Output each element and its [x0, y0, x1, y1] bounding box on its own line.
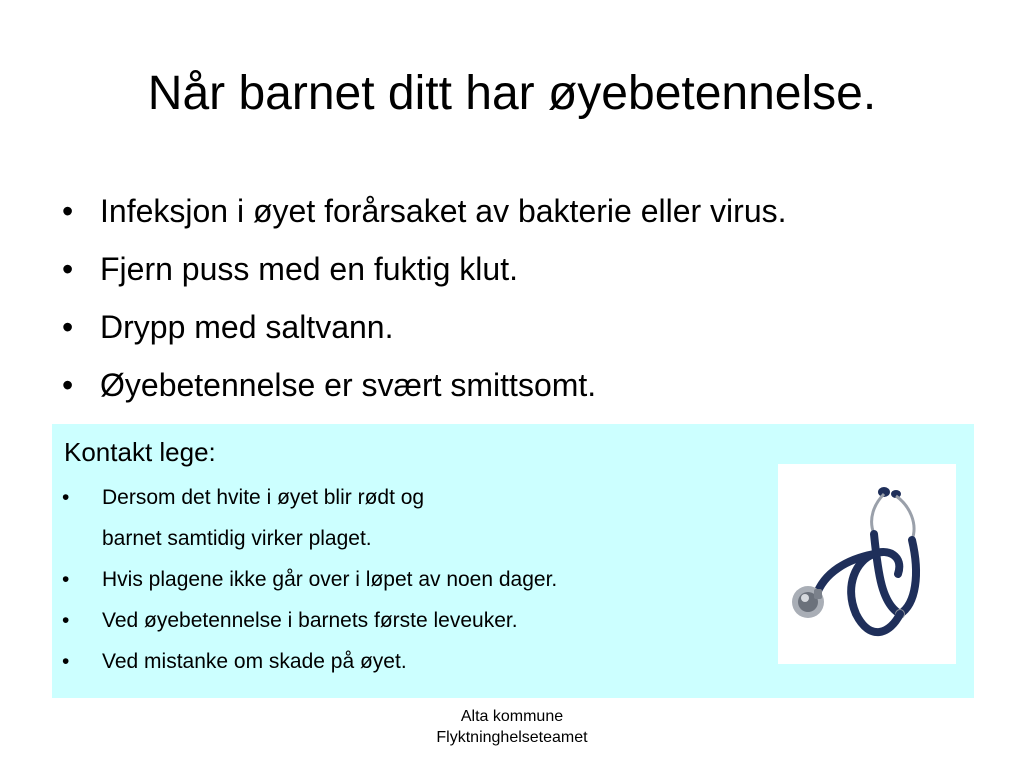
contact-item-text: Dersom det hvite i øyet blir rødt og: [102, 486, 425, 509]
bullet-dot: •: [62, 193, 74, 229]
contact-heading: Kontakt lege:: [64, 437, 216, 467]
footer-organization: Alta kommune: [460, 708, 564, 725]
contact-item-text: Hvis plagene ikke går over i løpet av noen dager.: [102, 568, 558, 591]
footer: [0, 706, 1024, 748]
bullet-dot: •: [62, 609, 70, 632]
stethoscope-image: [778, 464, 956, 664]
bullet-dot: •: [62, 650, 70, 673]
bullet-text: Fjern puss med en fuktig klut.: [100, 251, 518, 287]
footer-team: Flyktninghelseteamet: [436, 729, 588, 746]
slide-title: Når barnet ditt har øyebetennelse.: [147, 67, 877, 120]
bullet-item: [56, 298, 787, 356]
bullet-dot: •: [62, 486, 70, 509]
bullet-dot: •: [62, 367, 74, 403]
contact-item-continuation: [60, 518, 557, 559]
contact-item: [60, 641, 557, 682]
bullet-text: Øyebetennelse er svært smittsomt.: [100, 367, 597, 403]
contact-item: [60, 559, 557, 600]
bullet-text: Drypp med saltvann.: [100, 309, 394, 345]
contact-item-text: barnet samtidig virker plaget.: [102, 527, 372, 550]
bullet-item: [56, 356, 787, 414]
bullet-dot: •: [62, 568, 70, 591]
bullet-item: [56, 240, 787, 298]
contact-item: [60, 477, 557, 518]
bullet-item: [56, 182, 787, 240]
contact-item-text: Ved mistanke om skade på øyet.: [102, 650, 407, 673]
contact-item: [60, 600, 557, 641]
main-bullet-list: [56, 182, 787, 414]
bullet-text: Infeksjon i øyet forårsaket av bakterie eller virus.: [100, 193, 787, 229]
contact-box: [52, 424, 974, 698]
contact-item-text: Ved øyebetennelse i barnets første leveuker.: [102, 609, 518, 632]
bullet-dot: •: [62, 251, 74, 287]
stethoscope-icon: [778, 464, 956, 664]
contact-list: [60, 477, 557, 682]
bullet-dot: •: [62, 309, 74, 345]
